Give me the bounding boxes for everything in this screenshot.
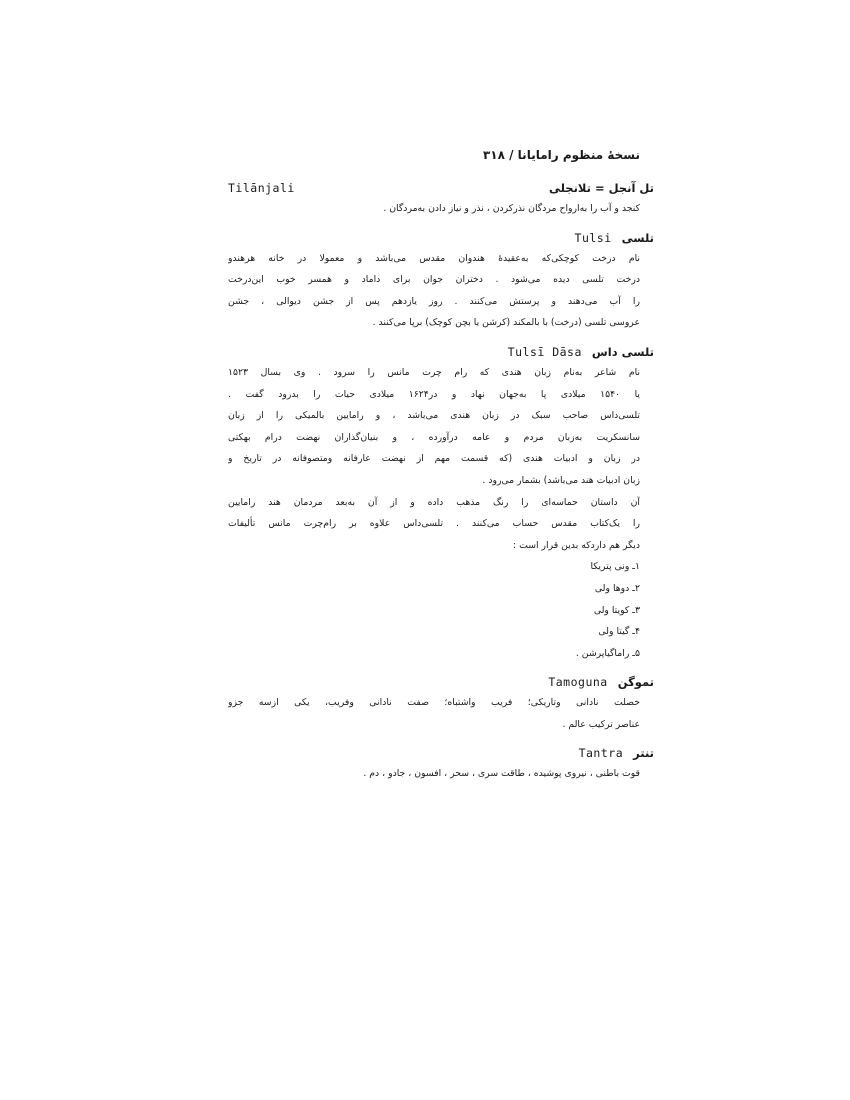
entry-line: قوت باطنی ، نیروی پوشیده ، طاقت سری ، سحر ، افسون ، جادو ، دم . — [363, 768, 640, 780]
entry-line: نام درخت کوچکی‌که به‌عقیدهٔ هندوان مقدس می‌باشد و معمولا در خانه هرهندو — [228, 252, 640, 264]
entry-term-persian: تنتر — [633, 746, 654, 761]
entry-term-latin: Tamoguna — [548, 675, 608, 690]
list-item: ۴ـ گیتا ولی — [598, 626, 640, 638]
entry-line: نام شاعر به‌نام زبان هندی که رام چرت مانس را سرود . وی بسال ۱۵۲۳ — [228, 366, 640, 378]
list-item: ۲ـ دوها ولی — [594, 582, 640, 594]
entry-term-latin: Tantra — [578, 746, 624, 761]
entry-term-persian: تل آنجل = تلانجلی — [548, 181, 654, 195]
entry-line: آن داستان حماسه‌ای را رنگ مذهب داده و از آن به‌بعد مردمان هند رامایین — [228, 496, 640, 508]
glossary-entry — [228, 342, 654, 664]
glossary-entry — [228, 672, 654, 735]
entry-heading — [228, 228, 654, 248]
entry-line: کنجد و آب را به‌ارواح مردگان نذرکردن ، نذر و نیاز دادن به‌مردگان . — [383, 203, 640, 214]
entry-term-latin: Tilānjali — [228, 181, 295, 195]
entry-term-persian: تلسی — [621, 230, 654, 245]
list-item: ۳ـ کویتا ولی — [593, 604, 640, 616]
glossary-entry — [228, 743, 654, 785]
entry-line: عناصر ترکیب عالم . — [562, 718, 640, 730]
entry-line: تلسی‌داس صاحب سبک در زبان هندی می‌باشد ، و رامایین بالمیکی را از زبان — [228, 410, 640, 422]
entry-line: خصلت نادانی وتاریکی؛ فریب واشتباه؛ صفت نادانی وفریب، یکی ازسه جزو — [228, 697, 640, 709]
works-list — [228, 556, 640, 664]
entry-line: سانسکریت به‌زبان مردم و عامه درآورده ، و بنیان‌گذاران نهضت درام بهکتی — [228, 431, 640, 443]
entry-heading — [228, 342, 654, 362]
entry-heading — [228, 178, 654, 198]
entry-term-latin: Tulsi — [574, 230, 612, 245]
entry-heading — [228, 672, 654, 692]
entry-term-persian: تلسی داس — [591, 344, 654, 359]
entry-line: در زبان و ادبیات هندی (که قسمت مهم از نهضت عارفانه ومتصوفانه در تاریخ و — [228, 453, 640, 465]
list-item: ۱ـ ونی پتریکا — [590, 561, 640, 573]
entry-term-persian: تموگن — [617, 675, 654, 690]
entry-line: یا ۱۵۴۰ میلادی پا به‌جهان نهاد و در۱۶۲۴ میلادی حیات را بدرود گفت . — [228, 388, 640, 400]
entry-term-latin: Tulsī Dāsa — [507, 344, 582, 359]
entry-line: درخت تلسی دیده می‌شود . دختران جوان برای داماد و همسر خوب این‌درخت — [228, 274, 640, 286]
entry-line: دیگر هم داردکه بدین قرار است : — [513, 539, 640, 551]
list-item: ۵ـ راماگیاپرشن . — [575, 647, 640, 659]
entry-line: زبان ادبیات هند می‌باشد) بشمار می‌رود . — [482, 474, 640, 486]
entry-line: را آب می‌دهند و پرستش می‌کنند . روز یازدهم پس از جشن دیوالی ، جشن — [228, 295, 640, 307]
document-page — [228, 148, 654, 793]
glossary-entry — [228, 228, 654, 334]
page-header: نسخهٔ منظوم رامایانا / ۳۱۸ — [482, 148, 640, 162]
entry-heading — [228, 743, 654, 763]
glossary-entry — [228, 178, 654, 220]
entry-line: عروسی تلسی (درخت) با بالمکند (کرشن یا بچن کوچک) برپا می‌کنند . — [372, 317, 640, 329]
entry-line: را یک‌کتاب مقدس حساب می‌کنند . تلسی‌داس علاوه بر رام‌چرت مانس تألیفات — [228, 518, 640, 530]
